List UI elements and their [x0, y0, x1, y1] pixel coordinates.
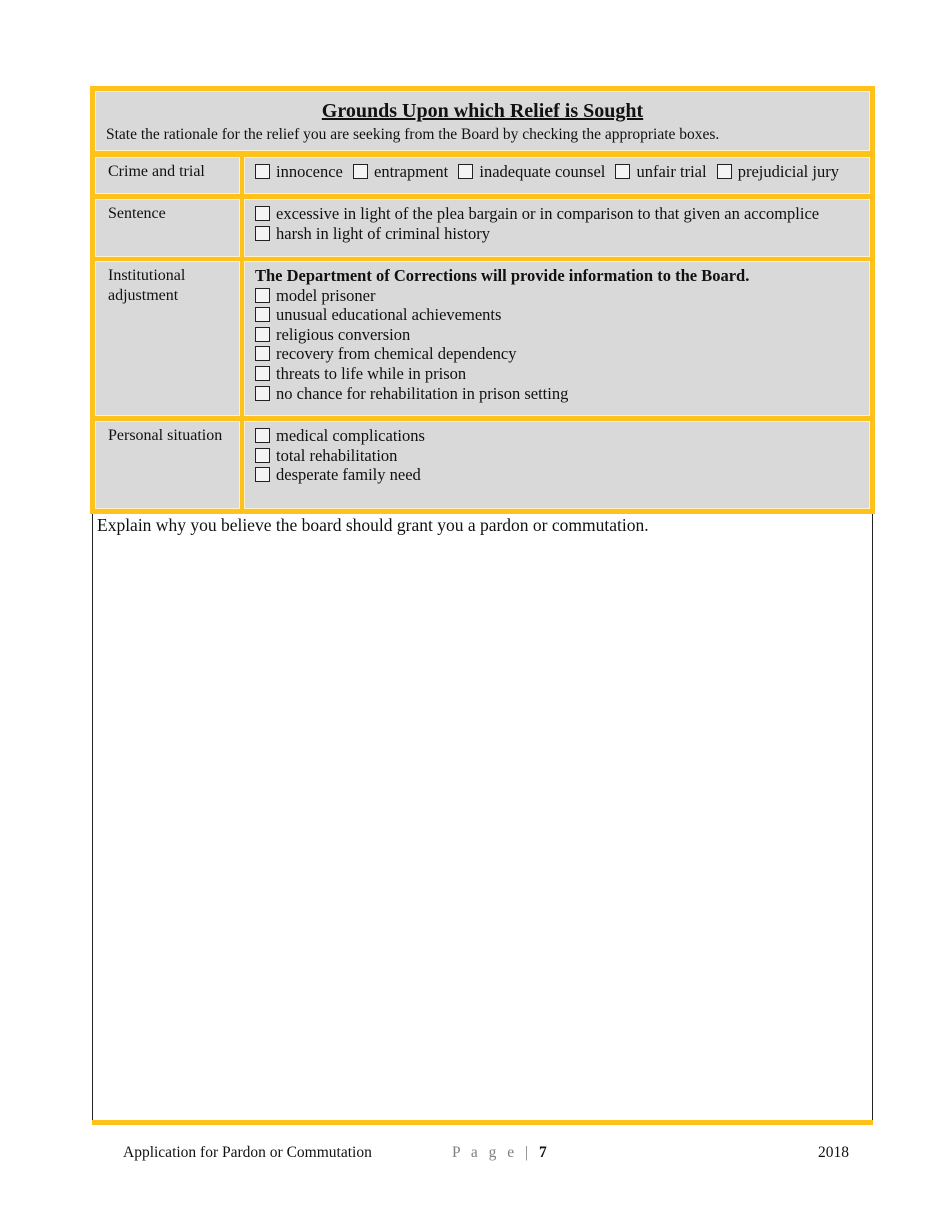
- option-label: entrapment: [374, 162, 449, 181]
- row-label-sentence: Sentence: [95, 199, 240, 257]
- section-title: Grounds Upon which Relief is Sought: [321, 100, 644, 122]
- page-number: 7: [539, 1144, 547, 1161]
- checkbox[interactable]: [255, 206, 270, 221]
- explanation-textarea[interactable]: [92, 514, 873, 1120]
- checkbox[interactable]: [255, 448, 270, 463]
- option-innocence[interactable]: [255, 162, 343, 182]
- section-instruction: State the rationale for the relief you are seeking from the Board by checking the appropriate boxes.: [106, 126, 720, 143]
- checkbox[interactable]: [255, 327, 270, 342]
- option-harsh[interactable]: [255, 224, 869, 244]
- option-label: desperate family need: [276, 465, 421, 485]
- checkbox[interactable]: [353, 164, 368, 179]
- section-header: [95, 91, 870, 151]
- option-threats-to-life[interactable]: [255, 364, 869, 384]
- footer-title: Application for Pardon or Commutation: [123, 1144, 372, 1161]
- option-label: harsh in light of criminal history: [276, 223, 491, 243]
- footer-page: [452, 1144, 547, 1162]
- option-label: innocence: [276, 162, 343, 181]
- option-label: inadequate counsel: [479, 162, 606, 181]
- row-options-crime-and-trial: [244, 157, 870, 194]
- page-label: P a g e |: [452, 1144, 532, 1161]
- option-label: religious conversion: [276, 324, 411, 344]
- option-total-rehabilitation[interactable]: [255, 446, 869, 466]
- option-label: no chance for rehabilitation in prison setting: [276, 383, 569, 403]
- row-label-crime-and-trial: Crime and trial: [95, 157, 240, 194]
- option-no-rehabilitation[interactable]: [255, 384, 869, 404]
- checkbox[interactable]: [458, 164, 473, 179]
- option-label: excessive in light of the plea bargain or in comparison to that given an accomplice: [276, 204, 820, 223]
- option-religious-conversion[interactable]: [255, 325, 869, 345]
- option-unfair-trial[interactable]: [615, 162, 706, 182]
- footer-year: 2018: [818, 1144, 849, 1161]
- checkbox[interactable]: [255, 288, 270, 303]
- option-desperate-family-need[interactable]: [255, 465, 869, 485]
- option-prejudicial-jury[interactable]: [717, 162, 839, 182]
- checkbox[interactable]: [255, 386, 270, 401]
- checkbox[interactable]: [255, 366, 270, 381]
- option-label: unfair trial: [636, 162, 707, 181]
- option-label: prejudicial jury: [737, 162, 839, 181]
- option-inadequate-counsel[interactable]: [458, 162, 605, 182]
- option-excessive[interactable]: [255, 204, 869, 224]
- explanation-prompt: Explain why you believe the board should grant you a pardon or commutation.: [97, 515, 649, 535]
- checkbox[interactable]: [255, 307, 270, 322]
- option-medical-complications[interactable]: [255, 426, 869, 446]
- option-label: recovery from chemical dependency: [276, 344, 517, 364]
- row-label-institutional-adjustment: Institutional adjustment: [95, 261, 240, 416]
- checkbox[interactable]: [615, 164, 630, 179]
- option-label: medical complications: [276, 426, 425, 445]
- checkbox[interactable]: [255, 226, 270, 241]
- checkbox[interactable]: [255, 467, 270, 482]
- option-label: unusual educational achievements: [276, 305, 502, 325]
- option-label: threats to life while in prison: [276, 363, 467, 383]
- row-options-personal-situation: [244, 421, 870, 509]
- option-label: model prisoner: [276, 285, 376, 305]
- option-educational-achievements[interactable]: [255, 305, 869, 325]
- row-label-personal-situation: Personal situation: [95, 421, 240, 509]
- doc-note: The Department of Corrections will provide information to the Board.: [255, 266, 750, 285]
- option-model-prisoner[interactable]: [255, 286, 869, 306]
- checkbox[interactable]: [255, 428, 270, 443]
- checkbox[interactable]: [255, 346, 270, 361]
- option-label: total rehabilitation: [276, 445, 398, 465]
- grounds-form: [90, 86, 875, 514]
- row-options-institutional-adjustment: [244, 261, 870, 416]
- bottom-divider: [92, 1120, 873, 1125]
- checkbox[interactable]: [717, 164, 732, 179]
- option-entrapment[interactable]: [353, 162, 448, 182]
- checkbox[interactable]: [255, 164, 270, 179]
- row-options-sentence: [244, 199, 870, 257]
- option-chemical-dependency[interactable]: [255, 344, 869, 364]
